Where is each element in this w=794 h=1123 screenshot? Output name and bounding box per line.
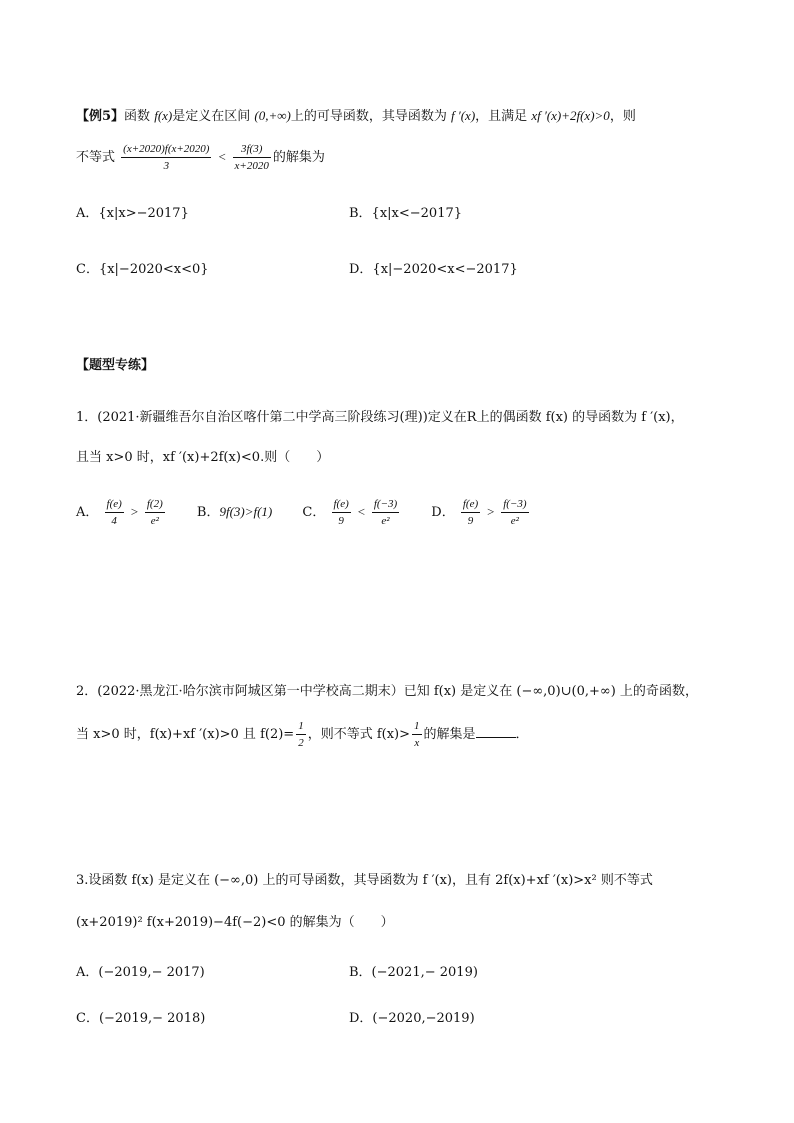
answer-blank bbox=[476, 725, 516, 738]
fraction-one-over-x: $\frac{1}{x}$ bbox=[414, 720, 420, 749]
fraction-1: $\frac{(x+2020)f(x+2020)}{3}$ bbox=[123, 143, 210, 172]
q1-option-c: C． $\frac{f(e)}{9}$ < $\frac{f(-3)}{\text{e²}}$ bbox=[302, 498, 398, 527]
example-option-d: D．{x|−2020<x<−2017} bbox=[349, 262, 518, 277]
q3-option-c: C．(−2019,− 2018) bbox=[76, 1011, 206, 1026]
q2-line-1: 2．(2022·黑龙江·哈尔滨市阿城区第一中学校高二期末）已知 f(x) 是定义在 (−∞,0)∪(0,+∞) 上的奇函数， bbox=[76, 684, 698, 699]
q3-line-2: (x+2019)² f(x+2019)−4f(−2)<0 的解集为（ ） bbox=[76, 915, 394, 930]
example-tag: 【例5】 bbox=[76, 109, 125, 124]
example-option-c: C．{x|−2020<x<0} bbox=[76, 262, 209, 277]
q3-option-a: A．(−2019,− 2017) bbox=[76, 965, 205, 980]
q1-line-2: 且当 x>0 时，xf ′(x)+2f(x)<0.则（ ） bbox=[76, 450, 330, 465]
q3-option-d: D．(−2020,−2019) bbox=[349, 1011, 475, 1026]
example-line-2: 不等式 $\frac{(x+2020)f(x+2020)}{3}$ < $\frac{3f(3)}{x+2020}$ 的解集为 bbox=[76, 143, 325, 172]
fraction-2: $\frac{3f(3)}{x+2020}$ bbox=[234, 143, 269, 172]
q1-option-d: D． $\frac{f(e)}{9}$ > $\frac{f(-3)}{\text{e²}}$ bbox=[431, 498, 527, 527]
example-line-1: 【例5】函数 f(x)是定义在区间 (0,+∞)上的可导函数，其导函数为 f ′(x)，且满足 xf ′(x)+2f(x)>0，则 bbox=[76, 108, 636, 124]
example-option-a: A．{x|x>−2017} bbox=[76, 206, 189, 221]
fraction-half: $\frac{1}{2}$ bbox=[298, 720, 304, 749]
example-option-b: B．{x|x<−2017} bbox=[349, 206, 463, 221]
q2-line-2: 当 x>0 时，f(x)+xf ′(x)>0 且 f(2)= $\frac{1}{2}$ ，则不等式 f(x)> $\frac{1}{x}$ 的解集是 ． bbox=[76, 720, 529, 749]
q1-line-1: 1．(2021·新疆维吾尔自治区喀什第二中学高三阶段练习(理))定义在R上的偶函数 f(x) 的导函数为 f ′(x)， bbox=[76, 410, 684, 425]
q1-options bbox=[76, 494, 557, 531]
q1-option-a: A． $\frac{f(e)}{4}$ > $\frac{f(2)}{\text{e²}}$ bbox=[76, 498, 163, 527]
q1-option-b: B．9f(3)>f(1) bbox=[196, 504, 273, 520]
q3-option-b: B．(−2021,− 2019) bbox=[349, 965, 478, 980]
q3-line-1: 3.设函数 f(x) 是定义在 (−∞,0) 上的可导函数，其导函数为 f ′(x)，且有 2f(x)+xf ′(x)>x² 则不等式 bbox=[76, 873, 653, 888]
section-title: 【题型专练】 bbox=[76, 358, 155, 373]
